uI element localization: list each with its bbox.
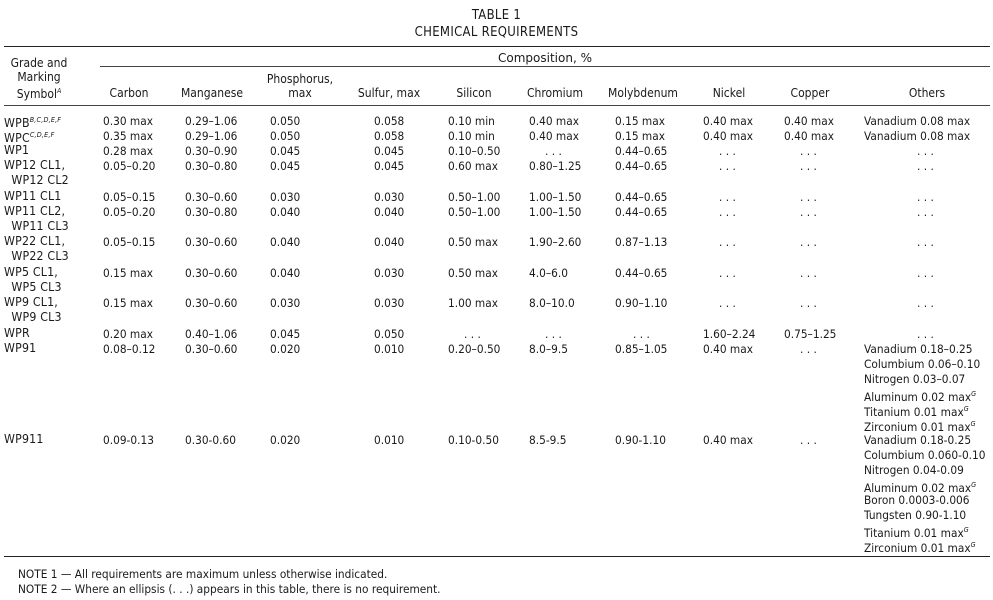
table-cell-phosphorus: 0.045 <box>270 327 301 341</box>
grade-cell: WP9 CL3 <box>4 310 62 324</box>
table-cell-silicon: 0.50 max <box>448 266 498 280</box>
table-cell-nickel: . . . <box>719 235 736 249</box>
table-cell-molybdenum: 0.44–0.65 <box>615 159 668 173</box>
table-cell-carbon: 0.05–0.20 <box>103 159 156 173</box>
table-cell-others: Zirconium 0.01 $\max^G$ <box>864 419 976 434</box>
table-cell-manganese: 0.30–0.80 <box>185 205 238 219</box>
header-rule <box>4 105 990 106</box>
table-cell-silicon: 0.50–1.00 <box>448 205 501 219</box>
table-cell-others: . . . <box>917 266 934 280</box>
table-cell-sulfur: 0.010 <box>374 433 405 447</box>
grade-cell: WP911 <box>4 432 44 446</box>
table-cell-phosphorus: 0.040 <box>270 205 301 219</box>
table-cell-carbon: 0.05–0.15 <box>103 235 156 249</box>
table-cell-molybdenum: 0.44–0.65 <box>615 205 668 219</box>
table-cell-phosphorus: 0.020 <box>270 342 301 356</box>
top-rule <box>4 46 990 47</box>
table-cell-nickel: . . . <box>719 266 736 280</box>
table-cell-copper: . . . <box>800 190 817 204</box>
table-cell-molybdenum: 0.85–1.05 <box>615 342 668 356</box>
table-cell-manganese: 0.30-0.60 <box>185 433 236 447</box>
table-cell-molybdenum: 0.15 max <box>615 129 665 143</box>
table-cell-phosphorus: 0.040 <box>270 235 301 249</box>
grade-cell: WP5 CL1, <box>4 265 58 279</box>
table-cell-sulfur: 0.058 <box>374 129 405 143</box>
table-cell-nickel: 0.40 max <box>703 342 753 356</box>
table-cell-others: Vanadium 0.08 max <box>864 114 971 128</box>
table-cell-chromium: . . . <box>545 144 562 158</box>
table-cell-sulfur: 0.040 <box>374 235 405 249</box>
table-cell-manganese: 0.30–0.60 <box>185 235 238 249</box>
column-header-carbon: Carbon <box>109 86 149 100</box>
table-cell-phosphorus: 0.050 <box>270 114 301 128</box>
table-cell-manganese: 0.30–0.60 <box>185 342 238 356</box>
table-cell-others: Aluminum 0.02 $\max^G$ <box>864 389 977 404</box>
table-cell-silicon: 0.10 min <box>448 129 495 143</box>
column-header-silicon: Silicon <box>456 86 492 100</box>
table-cell-manganese: 0.30–0.60 <box>185 190 238 204</box>
table-title: CHEMICAL REQUIREMENTS <box>414 25 579 40</box>
table-number: TABLE 1 <box>471 8 522 23</box>
table-cell-sulfur: 0.030 <box>374 190 405 204</box>
column-header-manganese: Manganese <box>180 86 244 100</box>
column-header-chromium: Chromium <box>526 86 584 100</box>
table-cell-silicon: . . . <box>464 327 481 341</box>
table-cell-others: . . . <box>917 159 934 173</box>
table-cell-chromium: 0.40 max <box>529 129 579 143</box>
table-cell-carbon: 0.35 max <box>103 129 153 143</box>
table-cell-copper: . . . <box>800 205 817 219</box>
table-cell-others: . . . <box>917 190 934 204</box>
table-cell-chromium: 1.00–1.50 <box>529 205 582 219</box>
table-cell-carbon: 0.05–0.15 <box>103 190 156 204</box>
table-cell-molybdenum: 0.44–0.65 <box>615 266 668 280</box>
table-cell-copper: . . . <box>800 433 817 447</box>
grade-cell: WP11 CL1 <box>4 189 62 203</box>
table-cell-carbon: 0.28 max <box>103 144 153 158</box>
table-cell-chromium: 8.0–9.5 <box>529 342 568 356</box>
table-cell-others: . . . <box>917 327 934 341</box>
table-cell-molybdenum: 0.44–0.65 <box>615 190 668 204</box>
column-header-copper: Copper <box>790 86 830 100</box>
table-cell-silicon: 0.50 max <box>448 235 498 249</box>
table-cell-nickel: 0.40 max <box>703 433 753 447</box>
table-cell-others: . . . <box>917 205 934 219</box>
grade-cell: $WPC^{C,D,E,F}$ <box>4 131 55 145</box>
table-cell-sulfur: 0.040 <box>374 205 405 219</box>
table-cell-others: Vanadium 0.18–0.25 <box>864 342 973 356</box>
table-cell-carbon: 0.30 max <box>103 114 153 128</box>
table-cell-chromium: . . . <box>545 327 562 341</box>
grade-cell: WP22 CL1, <box>4 234 66 248</box>
table-cell-copper: 0.40 max <box>784 129 834 143</box>
table-cell-sulfur: 0.045 <box>374 159 405 173</box>
table-cell-molybdenum: 0.90-1.10 <box>615 433 666 447</box>
grade-cell: WP5 CL3 <box>4 280 62 294</box>
grade-cell: WP1 <box>4 143 30 157</box>
table-cell-copper: . . . <box>800 342 817 356</box>
column-header-phosphorus: Phosphorus, max <box>266 72 334 100</box>
column-header-molybdenum: Molybdenum <box>608 86 678 100</box>
grade-cell: WP91 <box>4 341 37 355</box>
table-cell-others: Boron 0.0003-0.006 <box>864 493 970 507</box>
table-cell-copper: . . . <box>800 296 817 310</box>
table-cell-silicon: 0.10–0.50 <box>448 144 501 158</box>
table-cell-others: . . . <box>917 235 934 249</box>
table-cell-nickel: 0.40 max <box>703 129 753 143</box>
table-cell-carbon: 0.08–0.12 <box>103 342 156 356</box>
table-cell-silicon: 0.50–1.00 <box>448 190 501 204</box>
table-cell-manganese: 0.29–1.06 <box>185 114 238 128</box>
table-cell-manganese: 0.30–0.60 <box>185 296 238 310</box>
table-cell-molybdenum: 0.44–0.65 <box>615 144 668 158</box>
table-cell-silicon: 0.60 max <box>448 159 498 173</box>
table-cell-nickel: 0.40 max <box>703 114 753 128</box>
table-cell-sulfur: 0.045 <box>374 144 405 158</box>
table-cell-manganese: 0.30–0.80 <box>185 159 238 173</box>
table-cell-others: Aluminum 0.02 $\max^G$ <box>864 480 977 495</box>
table-cell-phosphorus: 0.045 <box>270 159 301 173</box>
table-cell-sulfur: 0.010 <box>374 342 405 356</box>
table-cell-phosphorus: 0.040 <box>270 266 301 280</box>
grade-cell: WP12 CL1, <box>4 158 66 172</box>
table-cell-sulfur: 0.030 <box>374 296 405 310</box>
table-cell-chromium: 4.0–6.0 <box>529 266 568 280</box>
table-cell-carbon: 0.15 max <box>103 296 153 310</box>
composition-rule <box>100 66 990 67</box>
bottom-rule <box>4 556 990 557</box>
grade-cell: WP11 CL3 <box>4 219 69 233</box>
grade-cell: WP22 CL3 <box>4 249 69 263</box>
table-cell-molybdenum: . . . <box>633 327 650 341</box>
composition-header: Composition, % <box>498 51 592 65</box>
table-cell-phosphorus: 0.030 <box>270 296 301 310</box>
table-cell-copper: . . . <box>800 266 817 280</box>
table-cell-chromium: 0.40 max <box>529 114 579 128</box>
table-cell-others: Columbium 0.060-0.10 <box>864 448 986 462</box>
table-cell-others: Titanium 0.01 $\max^G$ <box>864 525 969 540</box>
table-cell-manganese: 0.29–1.06 <box>185 129 238 143</box>
table-cell-molybdenum: 0.15 max <box>615 114 665 128</box>
grade-cell: WPR <box>4 326 30 340</box>
table-cell-phosphorus: 0.045 <box>270 144 301 158</box>
table-cell-carbon: 0.15 max <box>103 266 153 280</box>
table-cell-copper: 0.40 max <box>784 114 834 128</box>
table-cell-others: Vanadium 0.18-0.25 <box>864 433 972 447</box>
table-cell-chromium: 1.90–2.60 <box>529 235 582 249</box>
table-cell-sulfur: 0.030 <box>374 266 405 280</box>
column-header-others: Others <box>908 86 946 100</box>
table-cell-others: Nitrogen 0.04-0.09 <box>864 463 964 477</box>
table-cell-manganese: 0.30–0.60 <box>185 266 238 280</box>
table-cell-copper: . . . <box>800 159 817 173</box>
table-cell-molybdenum: 0.87–1.13 <box>615 235 668 249</box>
table-cell-nickel: . . . <box>719 296 736 310</box>
grade-cell: WP12 CL2 <box>4 173 69 187</box>
table-cell-others: Zirconium 0.01 $\max^G$ <box>864 540 976 555</box>
table-cell-manganese: 0.30–0.90 <box>185 144 238 158</box>
table-cell-silicon: 1.00 max <box>448 296 498 310</box>
table-cell-silicon: 0.10-0.50 <box>448 433 499 447</box>
table-cell-phosphorus: 0.030 <box>270 190 301 204</box>
table-cell-silicon: 0.10 min <box>448 114 495 128</box>
table-cell-others: Titanium 0.01 $\max^G$ <box>864 404 969 419</box>
note-1: NOTE 1 — All requirements are maximum unless otherwise indicated. <box>18 567 388 581</box>
table-cell-copper: . . . <box>800 144 817 158</box>
grade-cell: WP9 CL1, <box>4 295 58 309</box>
table-cell-sulfur: 0.058 <box>374 114 405 128</box>
grade-header: Grade and Marking Symbol$^A$ <box>10 56 68 101</box>
table-cell-silicon: 0.20–0.50 <box>448 342 501 356</box>
column-header-nickel: Nickel <box>712 86 746 100</box>
table-cell-others: Columbium 0.06–0.10 <box>864 357 981 371</box>
table-cell-sulfur: 0.050 <box>374 327 405 341</box>
table-cell-nickel: . . . <box>719 144 736 158</box>
table-cell-nickel: . . . <box>719 190 736 204</box>
table-cell-copper: 0.75–1.25 <box>784 327 837 341</box>
table-cell-nickel: . . . <box>719 159 736 173</box>
table-cell-others: Nitrogen 0.03–0.07 <box>864 372 966 386</box>
grade-cell: WP11 CL2, <box>4 204 66 218</box>
table-cell-others: . . . <box>917 144 934 158</box>
table-cell-manganese: 0.40–1.06 <box>185 327 238 341</box>
table-cell-molybdenum: 0.90–1.10 <box>615 296 668 310</box>
note-2: NOTE 2 — Where an ellipsis (. . .) appears in this table, there is no requirement. <box>18 582 441 596</box>
table-cell-phosphorus: 0.050 <box>270 129 301 143</box>
grade-cell: $WPB^{B,C,D,E,F}$ <box>4 116 62 130</box>
table-cell-others: . . . <box>917 296 934 310</box>
table-cell-others: Tungsten 0.90-1.10 <box>864 508 967 522</box>
table-cell-nickel: 1.60–2.24 <box>703 327 756 341</box>
table-cell-chromium: 1.00–1.50 <box>529 190 582 204</box>
table-cell-others: Vanadium 0.08 max <box>864 129 971 143</box>
table-cell-carbon: 0.09-0.13 <box>103 433 154 447</box>
table-cell-nickel: . . . <box>719 205 736 219</box>
table-cell-chromium: 8.0–10.0 <box>529 296 575 310</box>
table-cell-phosphorus: 0.020 <box>270 433 301 447</box>
table-cell-carbon: 0.20 max <box>103 327 153 341</box>
table-cell-chromium: 0.80–1.25 <box>529 159 582 173</box>
table-cell-carbon: 0.05–0.20 <box>103 205 156 219</box>
column-header-sulfur: Sulfur, max <box>357 86 421 100</box>
table-cell-chromium: 8.5-9.5 <box>529 433 567 447</box>
table-cell-copper: . . . <box>800 235 817 249</box>
